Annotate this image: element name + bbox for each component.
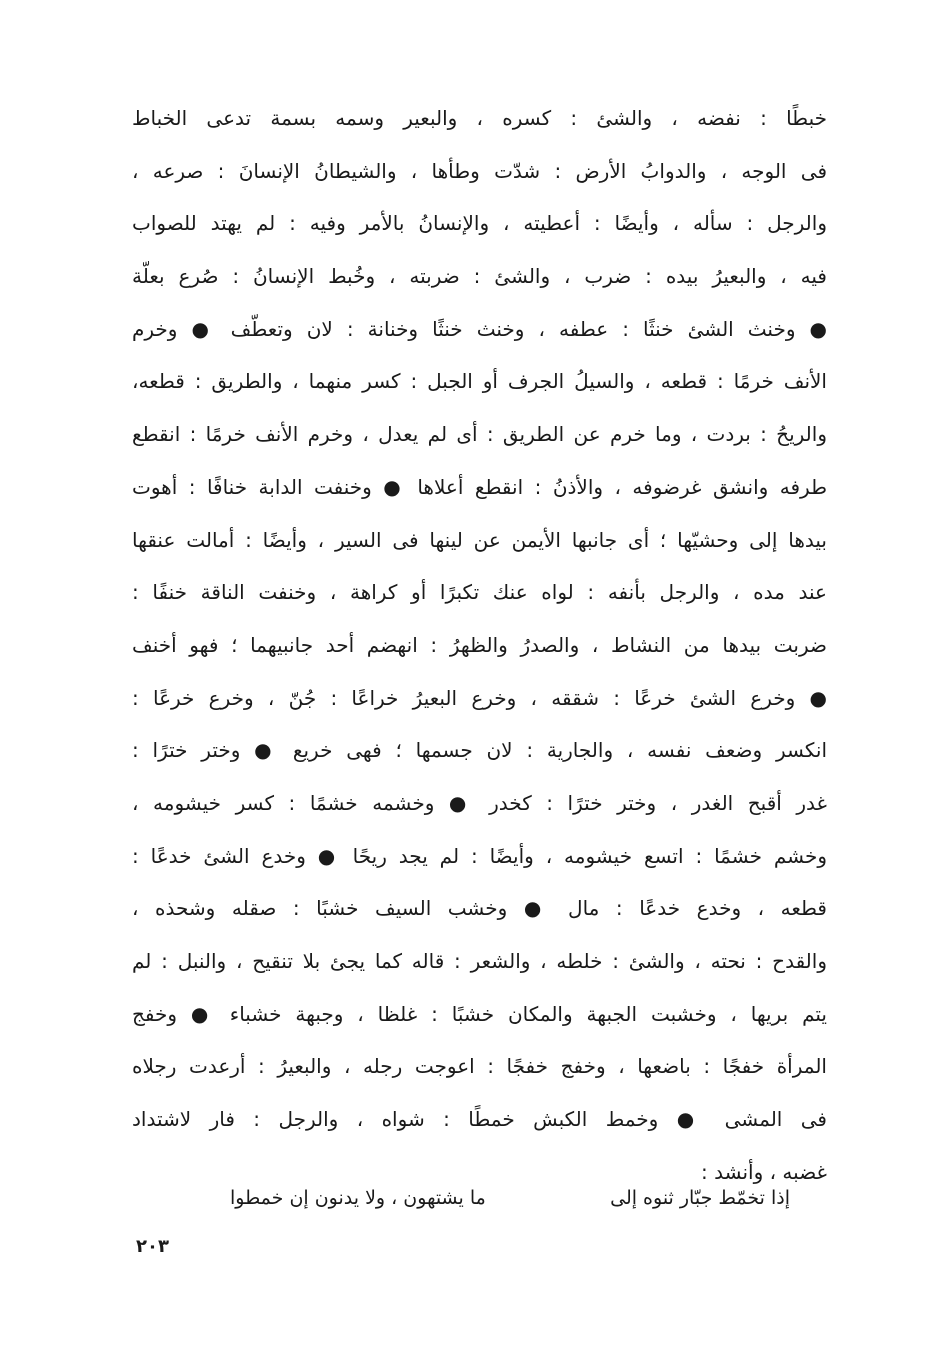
text-line: قطعه ، وخدع خدعًا : مال ● وخشب السيف خشبًا : صقله وشحذه ، xyxy=(132,896,827,921)
text-line: يتم بريها ، وخشبت الجبهة والمكان خشبًا : غلظا ، وجبهة خشباء ● وخفج xyxy=(132,1001,827,1026)
text-line: ضربت بيدها من النشاط ، والصدرُ والظهرُ : انهضم أحد جانبيهما ؛ فهو أخنف xyxy=(132,632,827,657)
text-line: الأنف خرمًا : قطعه ، والسيلُ الجرف أو الجبل : كسر منهما ، والطريق : قطعه، xyxy=(132,369,827,394)
text-line: وخشم خشمًا : اتسع خيشومه ، وأيضًا : لم يجد ريحًا ● وخدع الشئ خدعًا : xyxy=(132,843,827,868)
poetry-verse xyxy=(230,1178,790,1218)
verse-first-hemistich: إذا تخمّط جبّار ثنوه إلى xyxy=(610,1187,790,1209)
text-line: ● وخنث الشئ خنثًا : عطفه ، وخنث خنثًا وخنانة : لان وتعطّف ● وخرم xyxy=(132,316,827,341)
page-number: ٢٠٣ xyxy=(136,1236,169,1257)
text-line: غضبه ، وأنشد : xyxy=(701,1159,827,1184)
text-line: فى الوجه ، والدوابُ الأرض : شدّت وطأها ، والشيطانُ الإنسانَ : صرعه ، xyxy=(132,158,827,183)
text-line: والقدح : نحته ، والشئ : خلطه ، والشعر : قاله كما يجئ بلا تنقيح ، والنبل : لم xyxy=(132,949,827,973)
text-line: بيدها إلى وحشيّها ؛ أى جانبها الأيمن عن لينها فى السير ، وأيضًا : أمالت عنقها xyxy=(132,527,827,552)
text-line: والرجل : سأله ، وأيضًا : أعطيته ، والإنسانُ بالأمر وفيه : لم يهتد للصواب xyxy=(132,211,827,236)
dictionary-entries xyxy=(132,92,827,1198)
text-line: طرفه وانشق غرضوفه ، والأذنُ : انقطع أعلاها ● وخنفت الدابة خنافًا : أهوت xyxy=(132,474,827,499)
text-line: المرأة خفجًا : باضعها ، وخفج خفجًا : اعوجت رجله ، والبعيرُ : أرعدت رجلاه xyxy=(132,1054,827,1079)
text-line: فيه ، والبعيرُ بيده : ضرب ، والشئ : ضربته ، وخُبط الإنسانُ : صُرع بعلّة xyxy=(132,264,827,289)
text-line: عند مده ، والرجل بأنفه : لواه عنك تكبرًا أو كراهة ، وخنفت الناقة خنفًا : xyxy=(132,580,827,605)
text-line: غدر أقبح الغدر ، وختر خترًا : كخدر ● وخشمه خشمًا : كسر خيشومه ، xyxy=(132,790,827,815)
text-line: فى المشى ● وخمط الكبش خمطًا : شواه ، والرجل : فار لاشتداد xyxy=(132,1107,827,1132)
text-line: انكسر وضعف نفسه ، والجارية : لان جسمها ؛ فهى خريع ● وختر خترًا : xyxy=(132,738,827,763)
text-line: والريحُ : بردت ، وما خرم عن الطريق : أى لم يعدل ، وخرم الأنف خرمًا : انقطع xyxy=(132,422,827,447)
text-line: خبطًا : نفضه ، والشئ : كسره ، والبعير وسمه بسمة تدعى الخباط xyxy=(132,106,827,130)
verse-second-hemistich: ما يشتهون ، ولا يدنون إن خمطوا xyxy=(230,1187,486,1209)
text-line: ● وخرع الشئ خرعًا : شققه ، وخرع البعيرُ خراعًا : جُنّ ، وخرع خرعًا : xyxy=(132,685,827,710)
